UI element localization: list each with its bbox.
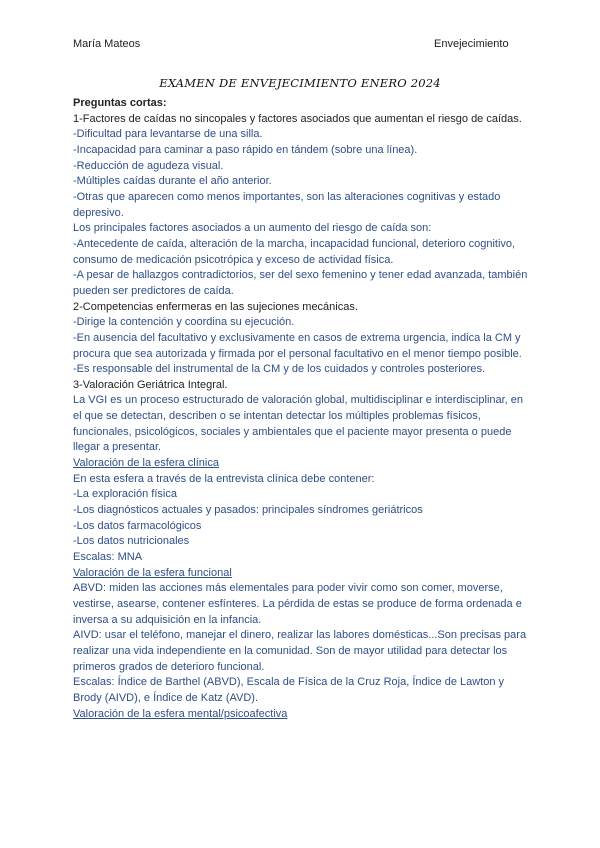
text-line: -Otras que aparecen como menos importantes, son las alteraciones cognitivas y estado depresivo. — [73, 190, 501, 219]
text-line: 2-Competencias enfermeras en las sujeciones mecánicas. — [73, 300, 358, 313]
text-line: Los principales factores asociados a un aumento del riesgo de caída son: — [73, 222, 432, 235]
text-line: -En ausencia del facultativo y exclusivamente en casos de extrema urgencia, indica la CM y procura que sea autorizada y firmada por el personal facultativo en el menor tiempo posible. — [73, 331, 522, 360]
text-line: -Los diagnósticos actuales y pasados: principales síndromes geriátricos — [73, 504, 423, 517]
text-line: -La exploración física — [73, 488, 177, 501]
text-line: En esta esfera a través de la entrevista clínica debe contener: — [73, 472, 375, 485]
text-line: -Múltiples caídas durante el año anterior. — [73, 175, 272, 188]
document-title: EXAMEN DE ENVEJECIMIENTO ENERO 2024 — [159, 76, 441, 90]
section-heading: Valoración de la esfera clínica — [73, 457, 219, 470]
section-heading: Valoración de la esfera funcional — [73, 566, 232, 579]
header-author: María Mateos — [73, 38, 141, 50]
text-line: -Dirige la contención y coordina su ejecución. — [73, 316, 295, 329]
text-line: Preguntas cortas: — [73, 97, 167, 109]
text-line: AIVD: usar el teléfono, manejar el dinero, realizar las labores domésticas...Son precisas para realizar una vida independiente en la comunidad. Son de mayor utilidad para detectar los primeros grados de deterioro funcional. — [73, 629, 527, 673]
text-line: -A pesar de hallazgos contradictorios, ser del sexo femenino y tener edad avanzada, también pueden ser predictores de caída. — [73, 269, 528, 297]
header-subject: Envejecimiento — [434, 38, 509, 50]
text-line: 3-Valoración Geriátrica Integral. — [73, 378, 228, 391]
text-line: ABVD: miden las acciones más elementales para poder vivir como son comer, moverse, vestirse, asearse, contener esfínteres. La pérdida de estas se produce de forma ordenada e inversa a su adquisición en la infancia. — [73, 582, 522, 626]
text-line: -Dificultad para levantarse de una silla. — [73, 128, 263, 141]
text-line: Escalas: Índice de Barthel (ABVD), Escala de Física de la Cruz Roja, Índice de Lawton y Brody (AIVD), e Índice de Katz (AVD). — [73, 676, 505, 704]
text-line: 1-Factores de caídas no sincopales y factores asociados que aumentan el riesgo de caídas. — [73, 112, 522, 125]
section-heading: Valoración de la esfera mental/psicoafectiva — [73, 707, 288, 720]
text-line: -Incapacidad para caminar a paso rápido en tándem (sobre una línea). — [73, 143, 418, 156]
document-body — [73, 96, 533, 722]
text-line: La VGI es un proceso estructurado de valoración global, multidisciplinar e interdisciplinar, en el que se detectan, describen o se intentan detectar los múltiples problemas físicos, funcionales, psicológicos, sociales y ambientales que el paciente mayor presenta o puede llegar a presentar. — [73, 394, 524, 454]
text-line: -Es responsable del instrumental de la CM y de los cuidados y controles posteriores. — [73, 363, 486, 376]
text-line: -Los datos nutricionales — [73, 535, 190, 548]
text-line: -Antecedente de caída, alteración de la marcha, incapacidad funcional, deterioro cognitivo, consumo de medicación psicotrópica y exceso de actividad física. — [73, 237, 516, 266]
text-line: Escalas: MNA — [73, 551, 143, 564]
text-line: -Reducción de agudeza visual. — [73, 159, 224, 172]
text-line: -Los datos farmacológicos — [73, 519, 202, 532]
